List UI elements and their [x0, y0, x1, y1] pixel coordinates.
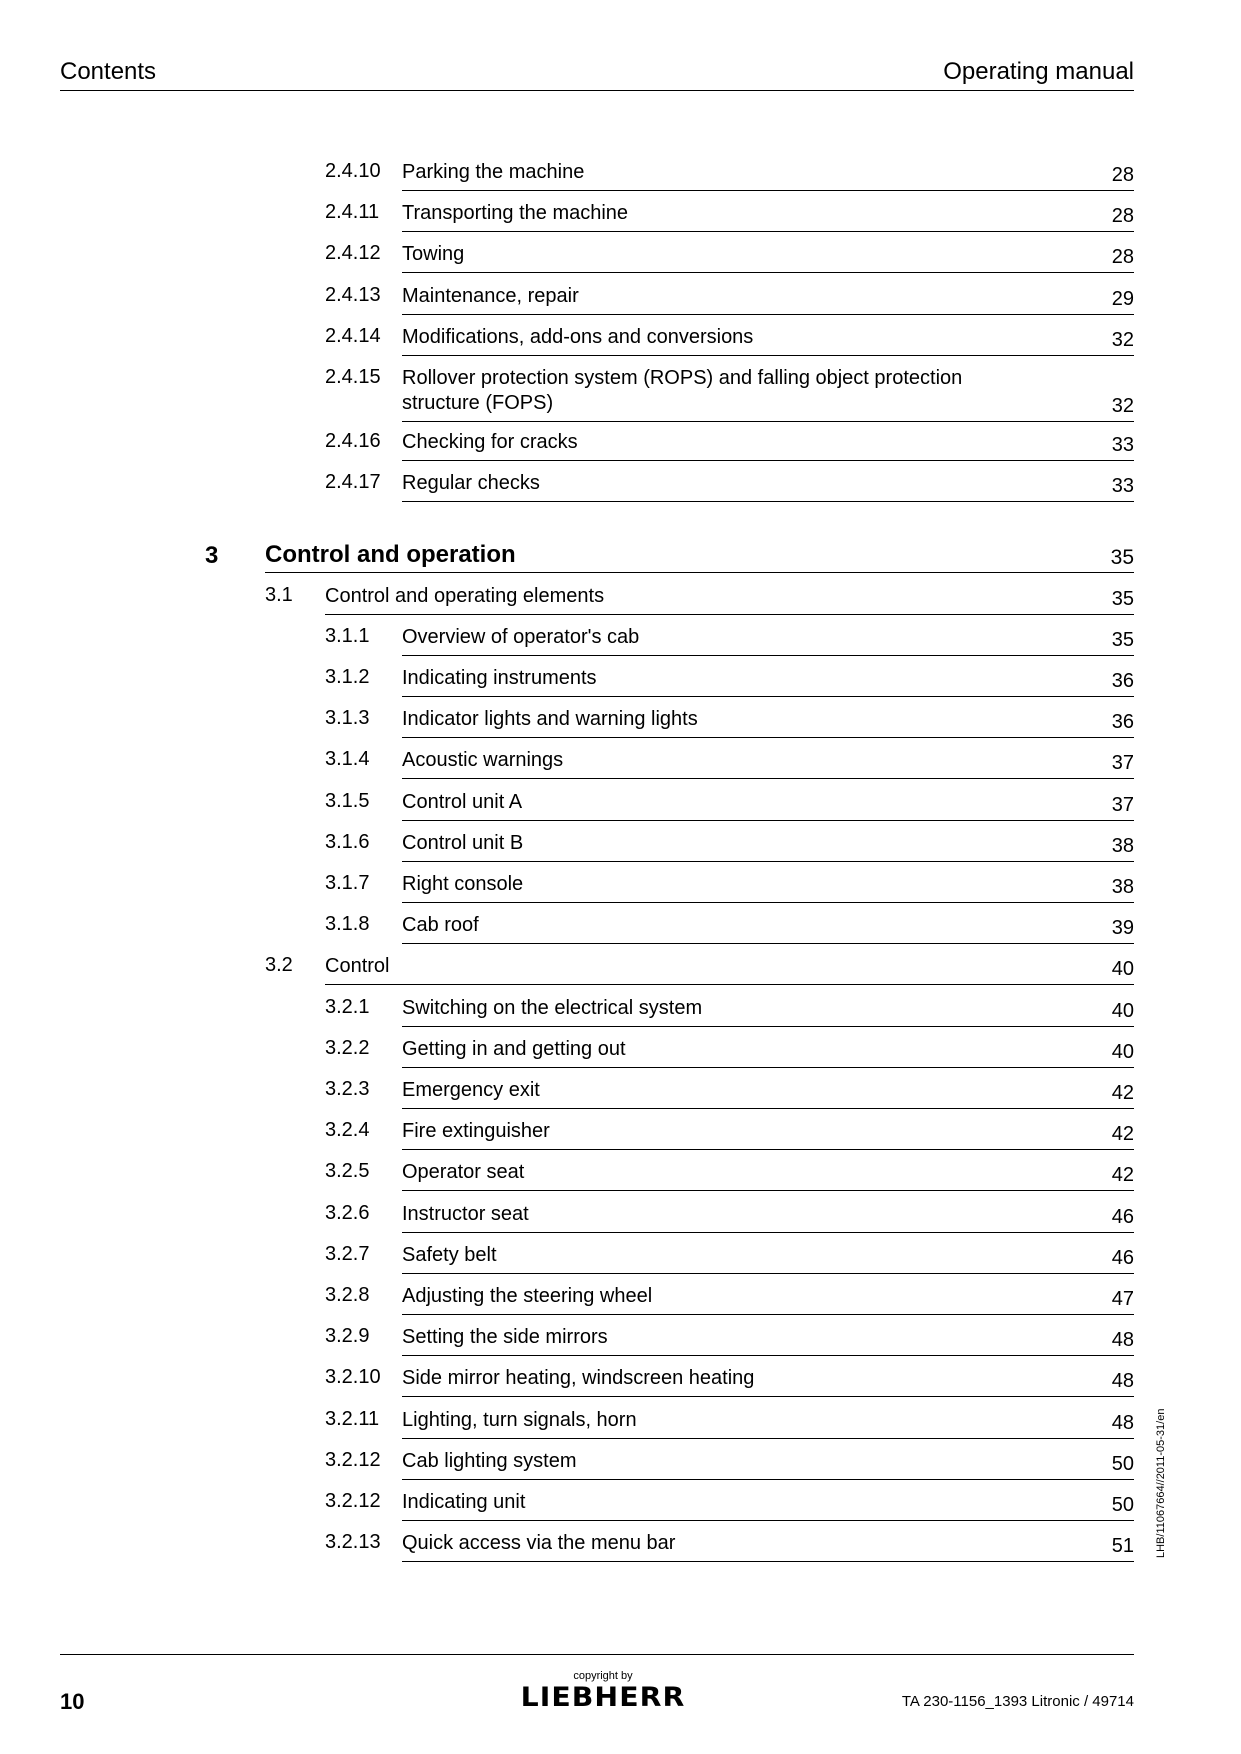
- toc-entry-page: 33: [1111, 475, 1134, 498]
- toc-entry-page: 47: [1111, 1288, 1134, 1310]
- toc-entry-title: Lighting, turn signals, horn: [402, 1408, 637, 1431]
- toc-entry-page: 40: [1111, 958, 1134, 981]
- toc-entry-number: 3.1.8: [325, 913, 370, 936]
- toc-entry-title: Setting the side mirrors: [402, 1326, 608, 1349]
- toc-entry-rule: [402, 1355, 1134, 1356]
- toc-entry-number: 3.1.2: [325, 666, 370, 688]
- toc-entry-rule: [402, 231, 1134, 232]
- toc-entry-number: 3.2.11: [325, 1407, 380, 1430]
- toc-entry-title: Cab lighting system: [402, 1449, 577, 1472]
- toc-entry[interactable]: [0, 1408, 1241, 1448]
- toc-entry-number: 2.4.16: [325, 430, 381, 452]
- toc-entry-rule: [402, 1314, 1134, 1315]
- toc-entry-number: 2.4.13: [325, 283, 381, 306]
- toc-entry-title: Instructor seat: [402, 1202, 529, 1225]
- toc-entry-number: 3.1.7: [325, 872, 370, 894]
- toc-entry-title: Regular checks: [402, 472, 540, 495]
- toc-entry[interactable]: [0, 1202, 1241, 1242]
- side-code-text: LHB/11067664//2011-05-31/en: [1155, 1408, 1167, 1558]
- toc-entry-title: Control: [325, 955, 390, 978]
- toc-entry-title: Operator seat: [402, 1161, 525, 1184]
- toc-entry-page: 48: [1111, 1329, 1134, 1352]
- toc-entry[interactable]: [0, 366, 1241, 417]
- header-section-title: Contents: [60, 58, 157, 85]
- toc-entry-number: 3.1.1: [325, 624, 370, 647]
- toc-entry-rule: [402, 820, 1134, 821]
- toc-entry-number: 3: [205, 542, 219, 570]
- toc-entry-title: Acoustic warnings: [402, 749, 564, 772]
- toc-entry[interactable]: [0, 1037, 1241, 1077]
- toc-entry[interactable]: [0, 160, 1241, 200]
- toc-entry-page: 48: [1111, 1411, 1134, 1434]
- toc-entry-title: Cab roof: [402, 914, 479, 937]
- toc-entry-number: 3.2.13: [325, 1531, 381, 1554]
- toc-entry-title: Control and operating elements: [325, 584, 605, 607]
- toc-entry-rule: [325, 614, 1134, 615]
- toc-entry-number: 3.2.8: [325, 1284, 370, 1306]
- toc-entry[interactable]: [0, 872, 1241, 912]
- toc-entry-number: 2.4.10: [325, 160, 381, 182]
- toc-entry[interactable]: [0, 913, 1241, 953]
- toc-entry[interactable]: [0, 1449, 1241, 1489]
- toc-entry-number: 3.2.3: [325, 1078, 370, 1100]
- toc-entry-title: Overview of operator's cab: [402, 625, 640, 648]
- toc-entry-number: 3.1.5: [325, 789, 370, 812]
- toc-entry-number: 3.2.10: [325, 1366, 381, 1389]
- toc-entry-title: Indicator lights and warning lights: [402, 708, 698, 731]
- toc-entry[interactable]: [0, 430, 1241, 470]
- toc-entry[interactable]: [0, 1243, 1241, 1283]
- toc-entry[interactable]: [0, 471, 1241, 511]
- toc-entry-title: Indicating instruments: [402, 667, 597, 689]
- toc-entry-number: 3.2.12: [325, 1448, 381, 1471]
- toc-entry-page: 35: [1110, 546, 1134, 570]
- toc-entry-page: 39: [1111, 917, 1134, 940]
- toc-entry-title: Getting in and getting out: [402, 1037, 626, 1060]
- toc-entry-title: Maintenance, repair: [402, 284, 579, 307]
- toc-entry-title: Rollover protection system (ROPS) and falling object protection structure (FOPS): [402, 367, 963, 414]
- toc-entry-number: 2.4.14: [325, 324, 381, 347]
- toc-entry-page: 40: [1111, 1040, 1134, 1063]
- toc-entry[interactable]: [0, 1531, 1241, 1571]
- toc-entry-rule: [402, 1561, 1134, 1562]
- toc-entry-number: 3.2.5: [325, 1160, 370, 1183]
- toc-entry[interactable]: [0, 1284, 1241, 1324]
- toc-entry-page: 50: [1111, 1494, 1134, 1516]
- toc-entry-page: 37: [1111, 752, 1134, 775]
- document-id: TA 230-1156_1393 Litronic / 49714: [901, 1693, 1134, 1710]
- toc-entry-page: 28: [1111, 246, 1134, 269]
- toc-entry-number: 3.1.3: [325, 707, 370, 730]
- toc-entry-page: 42: [1111, 1123, 1134, 1146]
- toc-entry[interactable]: [0, 325, 1241, 365]
- toc-entry-title: Control unit A: [402, 790, 523, 813]
- toc-entry[interactable]: [0, 1325, 1241, 1365]
- toc-entry-rule: [325, 984, 1134, 985]
- toc-entry[interactable]: [0, 954, 1241, 994]
- toc-entry-page: 36: [1111, 670, 1134, 692]
- toc-entry-rule: [402, 1479, 1134, 1480]
- toc-entry-page: 28: [1111, 205, 1134, 228]
- toc-entry-page: 32: [1111, 395, 1134, 417]
- toc-entry-title: Switching on the electrical system: [402, 996, 703, 1019]
- copyright-text: copyright by: [573, 1670, 633, 1682]
- toc-entry-page: 42: [1111, 1164, 1134, 1187]
- toc-entry[interactable]: [0, 1119, 1241, 1159]
- toc-entry-rule: [402, 902, 1134, 903]
- toc-entry[interactable]: [0, 1078, 1241, 1118]
- toc-entry-number: 3.1.6: [325, 830, 370, 853]
- toc-entry-number: 3.2.6: [325, 1201, 370, 1224]
- toc-entry-rule: [402, 696, 1134, 697]
- toc-entry-page: 38: [1111, 834, 1134, 857]
- toc-entry-page: 35: [1111, 628, 1134, 651]
- toc-entry[interactable]: [0, 542, 1241, 582]
- toc-entry-rule: [402, 1149, 1134, 1150]
- header-document-title: Operating manual: [943, 58, 1134, 85]
- toc-entry-rule: [402, 190, 1134, 191]
- toc-entry-number: 2.4.12: [325, 242, 381, 265]
- toc-entry[interactable]: [0, 1490, 1241, 1530]
- toc-entry-number: 3.2.1: [325, 995, 370, 1018]
- toc-entry-page: 46: [1111, 1246, 1134, 1269]
- toc-entry-page: 35: [1111, 587, 1134, 610]
- toc-entry-rule: [402, 355, 1134, 356]
- toc-entry-rule: [402, 460, 1134, 461]
- toc-entry[interactable]: [0, 831, 1241, 871]
- toc-entry-number: 3.2.9: [325, 1325, 370, 1348]
- toc-entry-rule: [402, 1190, 1134, 1191]
- toc-entry-title: Towing: [402, 243, 465, 266]
- toc-entry-rule: [402, 1438, 1134, 1439]
- toc-entry-title: Control and operation: [265, 541, 516, 569]
- toc-entry-page: 29: [1111, 287, 1134, 310]
- liebherr-logo: [508, 1669, 698, 1713]
- toc-entry-rule: [402, 861, 1134, 862]
- toc-entry-title: Indicating unit: [402, 1491, 526, 1513]
- toc-entry-rule: [402, 1520, 1134, 1521]
- toc-entry-title: Adjusting the steering wheel: [402, 1285, 653, 1307]
- toc-entry[interactable]: [0, 790, 1241, 830]
- toc-entry-title: Transporting the machine: [402, 202, 629, 225]
- toc-entry-page: 37: [1111, 793, 1134, 816]
- toc-entry-rule: [402, 655, 1134, 656]
- toc-entry-page: 28: [1111, 164, 1134, 186]
- toc-entry-title: Side mirror heating, windscreen heating: [402, 1367, 755, 1390]
- toc-entry-number: 3.2.7: [325, 1242, 370, 1265]
- toc-entry[interactable]: [0, 707, 1241, 747]
- toc-entry-title: Fire extinguisher: [402, 1120, 550, 1143]
- toc-entry[interactable]: [0, 748, 1241, 788]
- toc-entry-rule: [402, 1067, 1134, 1068]
- toc-entry[interactable]: [0, 1160, 1241, 1200]
- toc-entry[interactable]: [0, 201, 1241, 241]
- toc-entry-number: 3.2: [265, 954, 293, 977]
- toc-entry-page: 50: [1111, 1452, 1134, 1475]
- toc-entry-page: 46: [1111, 1205, 1134, 1228]
- toc-entry-rule: [265, 572, 1134, 573]
- toc-entry-rule: [402, 272, 1134, 273]
- toc-entry[interactable]: [0, 284, 1241, 324]
- toc-entry-rule: [402, 737, 1134, 738]
- toc-entry-number: 3.2.2: [325, 1036, 370, 1059]
- toc-entry-page: 33: [1111, 434, 1134, 456]
- toc-entry-page: 38: [1111, 876, 1134, 898]
- toc-entry-rule: [402, 778, 1134, 779]
- toc-entry-number: 3.1: [265, 583, 293, 606]
- toc-entry-title: Control unit B: [402, 831, 524, 854]
- toc-entry-title: Quick access via the menu bar: [402, 1532, 676, 1555]
- toc-entry-page: 40: [1111, 999, 1134, 1022]
- toc-entry-number: 2.4.11: [325, 201, 380, 224]
- toc-entry[interactable]: [0, 584, 1241, 624]
- toc-entry-rule: [402, 1108, 1134, 1109]
- toc-entry-rule: [402, 421, 1134, 422]
- toc-entry-rule: [402, 943, 1134, 944]
- toc-entry[interactable]: [0, 625, 1241, 665]
- toc-entry-number: 2.4.15: [325, 366, 381, 388]
- toc-entry-page: 51: [1111, 1535, 1134, 1558]
- toc-entry-title: Right console: [402, 873, 524, 895]
- toc-entry-rule: [402, 314, 1134, 315]
- toc-entry[interactable]: [0, 1366, 1241, 1406]
- toc-entry-page: 36: [1111, 711, 1134, 734]
- toc-entry-title: Modifications, add-ons and conversions: [402, 325, 754, 348]
- toc-entry-rule: [402, 501, 1134, 502]
- toc-entry-title: Safety belt: [402, 1243, 497, 1266]
- toc-entry[interactable]: [0, 242, 1241, 282]
- toc-entry-rule: [402, 1396, 1134, 1397]
- toc-entry-number: 3.2.4: [325, 1119, 370, 1142]
- toc-entry-number: 2.4.17: [325, 471, 381, 494]
- page-footer: [60, 1654, 1134, 1715]
- page-number: 10: [60, 1689, 85, 1714]
- toc-entry-title: Parking the machine: [402, 161, 585, 183]
- toc-entry-number: 3.2.12: [325, 1490, 381, 1512]
- logo-wordmark: LIEBHERR: [520, 1682, 686, 1713]
- toc-entry-page: 32: [1111, 328, 1134, 351]
- toc-entry-number: 3.1.4: [325, 748, 370, 771]
- toc-entry-rule: [402, 1232, 1134, 1233]
- toc-entry[interactable]: [0, 666, 1241, 706]
- toc-entry-title: Emergency exit: [402, 1079, 540, 1101]
- toc-entry-title: Checking for cracks: [402, 431, 578, 453]
- toc-entry-rule: [402, 1026, 1134, 1027]
- toc-entry-rule: [402, 1273, 1134, 1274]
- side-document-code: [1151, 1380, 1171, 1560]
- toc-entry-page: 42: [1111, 1082, 1134, 1104]
- toc-entry-page: 48: [1111, 1370, 1134, 1393]
- toc-entry[interactable]: [0, 996, 1241, 1036]
